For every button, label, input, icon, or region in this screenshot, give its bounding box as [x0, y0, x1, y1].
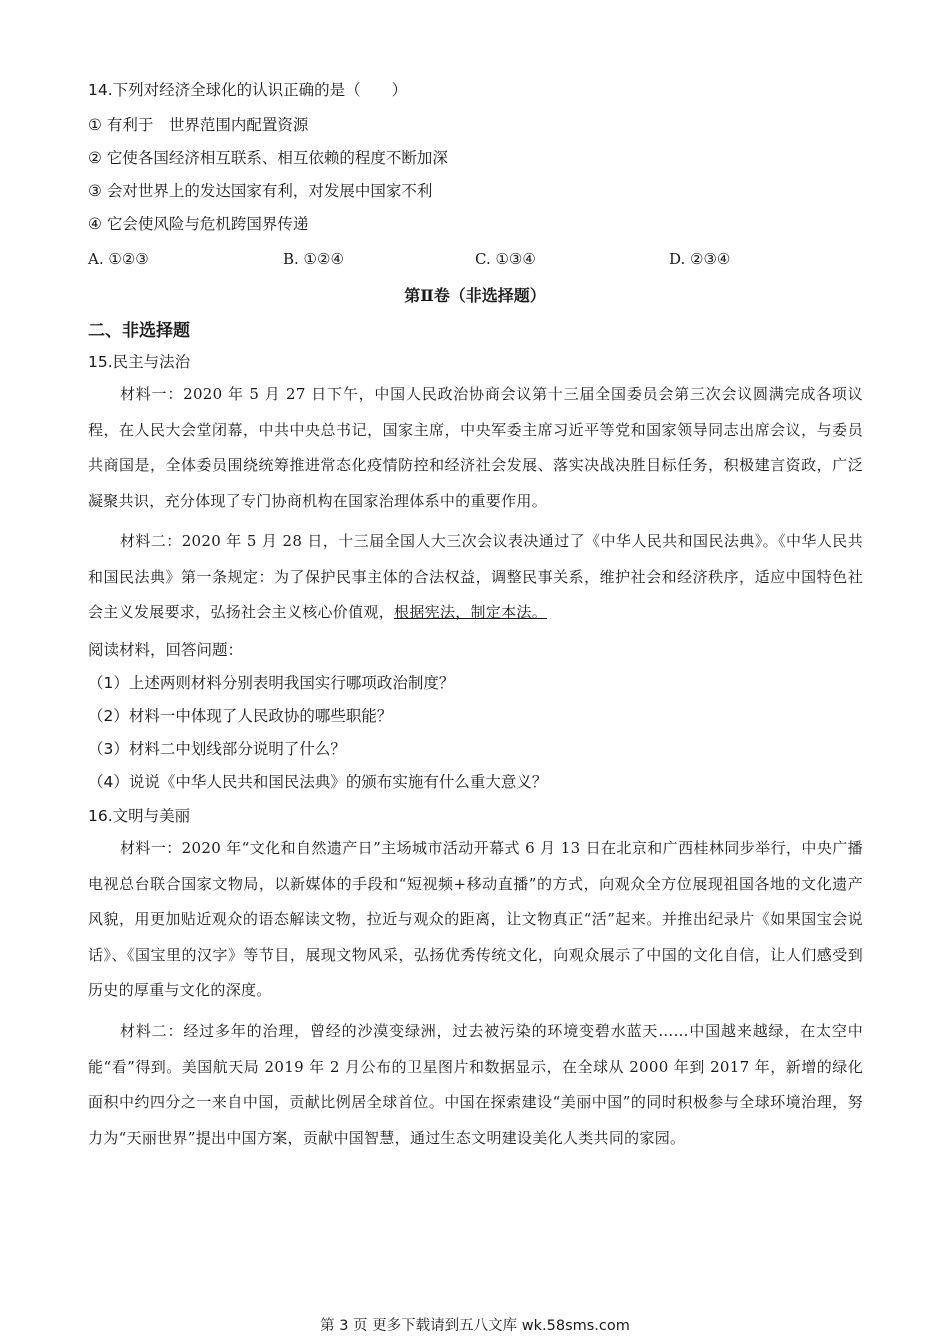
q15-material-2-text: 材料二：2020 年 5 月 28 日，十三届全国人大三次会议表决通过了《中华人民共和国民法典》。《中华人民共和国民法典》第一条规定：为了保护民事主体的合法权益，调整民事关系，维护社会和经济秩序，适应中国特色社会主义发展要求，弘扬社会主义核心价值观，	[88, 532, 863, 621]
q15-material-2	[88, 524, 863, 631]
q15-material-2-underlined: 根据宪法，制定本法。	[394, 603, 548, 621]
q14-options	[88, 250, 868, 270]
q15-prompt: 阅读材料，回答问题：	[88, 641, 244, 659]
q14-item-4: ④ 它会使风险与危机跨国界传递	[88, 215, 309, 233]
q14-item-3: ③ 会对世界上的发达国家有利，对发展中国家不利	[88, 182, 433, 200]
q16-material-2: 材料二：经过多年的治理，曾经的沙漠变绿洲，过去被污染的环境变碧水蓝天……中国越来越绿，在太空中能“看”得到。美国航天局 2019 年 2 月公布的卫星图片和数据显示，在全球从 2000 年到 2017 年，新增的绿化面积中约四分之一来自中国，贡献比例居全球首位。中国在探索建设“美丽中国”的同时积极参与全球环境治理，努力为“天丽世界”提出中国方案，贡献中国智慧，通过生态文明建设美化人类共同的家园。	[88, 1022, 863, 1147]
q15-material-1: 材料一：2020 年 5 月 27 日下午，中国人民政治协商会议第十三届全国委员会第三次会议圆满完成各项议程，在人民大会堂闭幕，中共中央总书记，国家主席，中央军委主席习近平等党和国家领导同志出席会议，与委员共商国是，全体委员围绕统筹推进常态化疫情防控和经济社会发展、落实决战决胜目标任务，积极建言资政，广泛凝聚共识，充分体现了专门协商机构在国家治理体系中的重要作用。	[88, 385, 863, 510]
q15-question-4: （4）说说《中华人民共和国民法典》的颁布实施有什么重大意义？	[88, 773, 548, 791]
option-a: A. ①②③	[88, 250, 149, 268]
section-title: 二、非选择题	[88, 321, 190, 341]
q14-stem: 14.下列对经济全球化的认识正确的是（ ）	[88, 81, 408, 99]
page-footer: 第 3 页 更多下载请到五八文库 wk.58sms.com	[320, 1318, 630, 1334]
option-b: B. ①②④	[283, 250, 344, 268]
option-d: D. ②③④	[669, 250, 731, 268]
q15-title: 15.民主与法治	[88, 353, 191, 371]
q15-question-3: （3）材料二中划线部分说明了什么？	[88, 740, 346, 758]
q15-question-1: （1）上述两则材料分别表明我国实行哪项政治制度？	[88, 674, 455, 692]
volume-title: 第Ⅱ卷（非选择题）	[404, 286, 546, 305]
q14-item-2: ② 它使各国经济相互联系、相互依赖的程度不断加深	[88, 149, 448, 167]
q14-item-1: ① 有利于 世界范围内配置资源	[88, 116, 309, 134]
q15-question-2: （2）材料一中体现了人民政协的哪些职能？	[88, 707, 393, 725]
q16-title: 16.文明与美丽	[88, 807, 191, 825]
option-c: C. ①③④	[475, 250, 536, 268]
q16-material-1: 材料一：2020 年“文化和自然遗产日”主场城市活动开幕式 6 月 13 日在北京和广西桂林同步举行，中央广播电视总台联合国家文物局，以新媒体的手段和“短视频+移动直播”的方式，向观众全方位展现祖国各地的文化遗产风貌，用更加贴近观众的语态解读文物，拉近与观众的距离，让文物真正“活”起来。并推出纪录片《如果国宝会说话》、《国宝里的汉字》等节目，展现文物风采，弘扬优秀传统文化，向观众展示了中国的文化自信，让人们感受到历史的厚重与文化的深度。	[88, 839, 863, 999]
